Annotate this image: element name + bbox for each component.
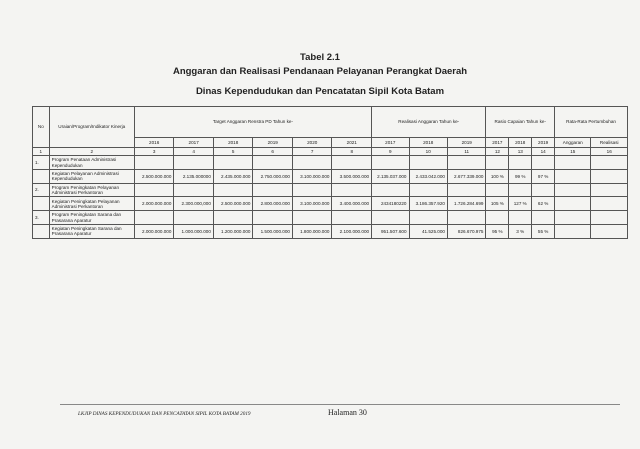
column-number: 14 — [532, 148, 555, 156]
target-cell: 3.500.000.000 — [332, 169, 372, 183]
year-cell: 2018 — [409, 138, 447, 148]
rasio-cell: 62 % — [532, 197, 555, 211]
header-anggaran: Anggaran — [555, 138, 591, 148]
target-cell: 2.135.000000 — [174, 169, 214, 183]
table-number: Tabel 2.1 — [300, 52, 340, 63]
activity-row — [33, 169, 628, 183]
target-cell: 2.500.000.000 — [213, 197, 253, 211]
realisasi-cell: 3.186.357.920 — [409, 197, 447, 211]
activity-row — [33, 197, 628, 211]
realisasi-cell: 951.507.600 — [372, 224, 409, 238]
target-cell: 2.435.000.000 — [213, 169, 253, 183]
row-no: 2. — [33, 183, 50, 197]
footer-text: LKJIP DINAS KEPENDUDUKAN DAN PENCATATAN SIPIL KOTA BATAM 2019 — [78, 411, 251, 417]
row-no — [33, 169, 50, 183]
activity-row — [33, 224, 628, 238]
column-number: 5 — [213, 148, 253, 156]
row-name: Kegiatan Peningkatan Pelayanan Administrasi Perkantoran — [49, 197, 134, 211]
target-cell: 2.300.000,000 — [174, 197, 214, 211]
target-cell: 2.100.000.000 — [332, 224, 372, 238]
target-cell: 3.100.000.000 — [292, 169, 332, 183]
header-target: Target Anggaran Renstra PD Tahun ke- — [134, 107, 371, 138]
rasio-cell: 105 % — [486, 197, 509, 211]
year-cell: 2020 — [292, 138, 332, 148]
target-cell: 3.400.000.000 — [332, 197, 372, 211]
row-no: 1. — [33, 156, 50, 170]
target-cell: 2.000.000.000 — [134, 224, 174, 238]
realisasi-cell: 826.670.975 — [447, 224, 485, 238]
column-number: 13 — [509, 148, 532, 156]
year-cell: 2018 — [509, 138, 532, 148]
year-cell: 2019 — [532, 138, 555, 148]
year-cell: 2017 — [372, 138, 409, 148]
table-title: Anggaran dan Realisasi Pendanaan Pelayanan Perangkat Daerah — [172, 66, 468, 77]
header-rata-rata: Rata-Rata Pertumbuhan — [555, 107, 628, 138]
target-cell: 3.100.000.000 — [292, 197, 332, 211]
rasio-cell: 95 % — [486, 224, 509, 238]
header-rasio: Rasio Capaian Tahun ke- — [486, 107, 555, 138]
target-cell: 2.500.000.000 — [134, 169, 174, 183]
column-number-row — [33, 148, 628, 156]
year-cell: 2019 — [253, 138, 293, 148]
year-cell: 2021 — [332, 138, 372, 148]
column-number: 15 — [555, 148, 591, 156]
column-number: 3 — [134, 148, 174, 156]
realisasi-cell: 2434180220 — [372, 197, 409, 211]
column-number: 7 — [292, 148, 332, 156]
program-row — [33, 156, 628, 170]
row-name: Program Peningkatan Sarana dan Prasarana Aparatur — [49, 211, 134, 225]
column-number: 8 — [332, 148, 372, 156]
row-name: Kegiatan Peningkatan Sarana dan Prasarana Aparatur — [49, 224, 134, 238]
column-number: 4 — [174, 148, 214, 156]
target-cell: 1.200.000.000 — [213, 224, 253, 238]
row-no — [33, 224, 50, 238]
target-cell: 1.800.000.000 — [292, 224, 332, 238]
rasio-cell: 55 % — [532, 224, 555, 238]
rasio-cell: 3 % — [509, 224, 532, 238]
column-number: 10 — [409, 148, 447, 156]
column-number: 2 — [49, 148, 134, 156]
column-number: 9 — [372, 148, 409, 156]
year-cell: 2017 — [174, 138, 214, 148]
rasio-cell: 100 % — [486, 169, 509, 183]
column-number: 1 — [33, 148, 50, 156]
table-subtitle: Dinas Kependudukan dan Pencatatan Sipil Kota Batam — [195, 86, 445, 97]
column-number: 12 — [486, 148, 509, 156]
header-row — [33, 107, 628, 138]
row-no — [33, 197, 50, 211]
column-number: 11 — [447, 148, 485, 156]
realisasi-cell: 1.726.284.699 — [447, 197, 485, 211]
row-no: 3. — [33, 211, 50, 225]
year-cell: 2017 — [486, 138, 509, 148]
year-cell: 2019 — [447, 138, 485, 148]
rasio-cell: 99 % — [509, 169, 532, 183]
year-cell: 2018 — [213, 138, 253, 148]
realisasi-cell: 41.525.000 — [409, 224, 447, 238]
target-cell: 1.500.000.000 — [253, 224, 293, 238]
row-name: Kegiatan Pelayanan Administrasi Kependudukan — [49, 169, 134, 183]
realisasi-cell: 2.677.339.000 — [447, 169, 485, 183]
row-name: Program Peningkatan Pelayanan Administrasi Perkantoran — [49, 183, 134, 197]
footer-rule — [60, 404, 620, 405]
target-cell: 1.000.000.000 — [174, 224, 214, 238]
header-realisasi: Realisasi Anggaran Tahun ke- — [372, 107, 486, 138]
row-name: Program Penataan Administrasi Kependudukan — [49, 156, 134, 170]
page-number: Halaman 30 — [328, 408, 367, 417]
rasio-cell: 127 % — [509, 197, 532, 211]
realisasi-cell: 2.433.042.000 — [409, 169, 447, 183]
budget-table — [32, 106, 628, 239]
column-number: 6 — [253, 148, 293, 156]
program-row — [33, 211, 628, 225]
program-row — [33, 183, 628, 197]
target-cell: 2.800.000.000 — [253, 197, 293, 211]
target-cell: 2.000.000.000 — [134, 197, 174, 211]
header-no: No — [33, 107, 50, 148]
year-cell: 2016 — [134, 138, 174, 148]
rasio-cell: 97 % — [532, 169, 555, 183]
realisasi-cell: 2.135.037.000 — [372, 169, 409, 183]
header-realisasi-sub: Realisasi — [591, 138, 628, 148]
header-uraian: Uraian/Program/Indikator Kinerja — [49, 107, 134, 148]
column-number: 16 — [591, 148, 628, 156]
target-cell: 2.750.000.000 — [253, 169, 293, 183]
